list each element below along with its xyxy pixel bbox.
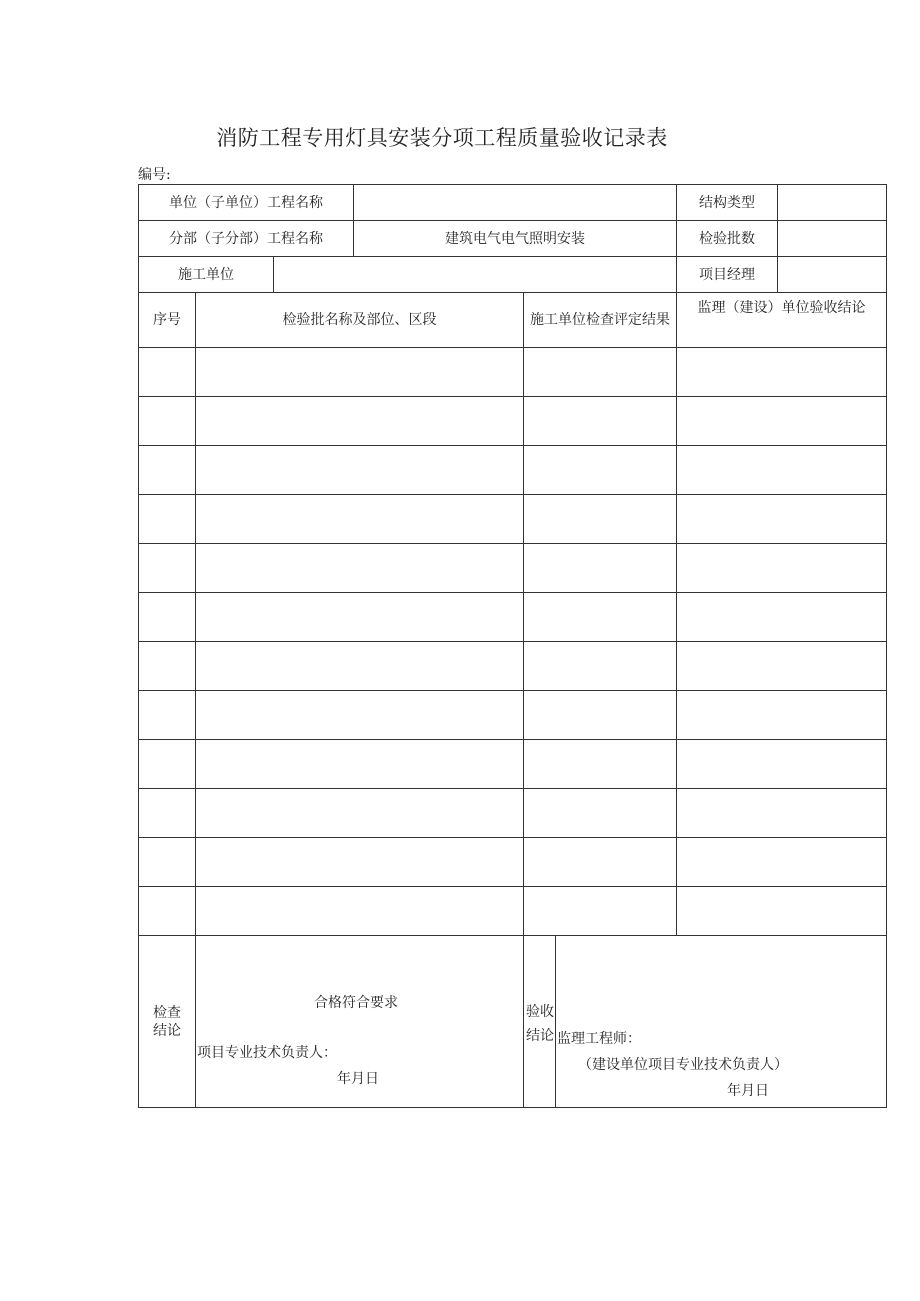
- col-header-supervisor-result: 监理（建设）单位验收结论: [677, 293, 887, 348]
- check-signer-label: 项目专业技术负责人：: [197, 1045, 337, 1061]
- table-row: [139, 740, 887, 789]
- row-batch-name-cell[interactable]: [196, 838, 524, 887]
- col-header-seq: 序号: [139, 293, 196, 348]
- row-supervisor-result-cell[interactable]: [677, 642, 887, 691]
- row-supervisor-result-cell[interactable]: [677, 593, 887, 642]
- row-supervisor-result-cell[interactable]: [677, 887, 887, 936]
- row-seq-cell[interactable]: [139, 593, 196, 642]
- row-contractor-result-cell[interactable]: [524, 495, 677, 544]
- table-row: [139, 495, 887, 544]
- row-supervisor-result-cell[interactable]: [677, 348, 887, 397]
- accept-signer-note: （建设单位项目专业技术负责人）: [578, 1057, 789, 1073]
- sub-project-value[interactable]: 建筑电气电气照明安装: [354, 221, 677, 257]
- row-seq-cell[interactable]: [139, 446, 196, 495]
- sub-project-label: 分部（子分部）工程名称: [139, 221, 354, 257]
- col-header-contractor-result: 施工单位检查评定结果: [524, 293, 677, 348]
- col-header-batch-name: 检验批名称及部位、区段: [196, 293, 524, 348]
- batch-count-label: 检验批数: [677, 221, 778, 257]
- check-date-text: 年月日: [337, 1071, 379, 1087]
- unit-project-value[interactable]: [354, 185, 677, 221]
- conclusion-row: [139, 936, 887, 1108]
- row-seq-cell[interactable]: [139, 642, 196, 691]
- row-contractor-result-cell[interactable]: [524, 789, 677, 838]
- row-contractor-result-cell[interactable]: [524, 838, 677, 887]
- contractor-label: 施工单位: [139, 257, 274, 293]
- table-row: [139, 348, 887, 397]
- row-batch-name-cell[interactable]: [196, 397, 524, 446]
- row-batch-name-cell[interactable]: [196, 495, 524, 544]
- row-contractor-result-cell[interactable]: [524, 397, 677, 446]
- row-batch-name-cell[interactable]: [196, 887, 524, 936]
- inspection-record-table: [138, 184, 887, 1108]
- check-conclusion-cell[interactable]: [196, 936, 524, 1108]
- row-supervisor-result-cell[interactable]: [677, 544, 887, 593]
- row-batch-name-cell[interactable]: [196, 789, 524, 838]
- accept-conclusion-label: [524, 936, 556, 1108]
- row-seq-cell[interactable]: [139, 348, 196, 397]
- row-seq-cell[interactable]: [139, 691, 196, 740]
- sub-project-row: [139, 221, 887, 257]
- row-supervisor-result-cell[interactable]: [677, 691, 887, 740]
- contractor-value[interactable]: [274, 257, 677, 293]
- accept-label-line1: 验收: [526, 1004, 555, 1020]
- row-batch-name-cell[interactable]: [196, 544, 524, 593]
- row-batch-name-cell[interactable]: [196, 691, 524, 740]
- table-row: [139, 544, 887, 593]
- row-supervisor-result-cell[interactable]: [677, 838, 887, 887]
- accept-signer-label: 监理工程师：: [557, 1031, 642, 1047]
- table-row: [139, 691, 887, 740]
- row-contractor-result-cell[interactable]: [524, 348, 677, 397]
- row-contractor-result-cell[interactable]: [524, 446, 677, 495]
- table-row: [139, 887, 887, 936]
- row-batch-name-cell[interactable]: [196, 642, 524, 691]
- project-manager-value[interactable]: [778, 257, 887, 293]
- accept-label-line2: 结论: [526, 1028, 555, 1044]
- table-row: [139, 446, 887, 495]
- row-supervisor-result-cell[interactable]: [677, 446, 887, 495]
- unit-project-row: [139, 185, 887, 221]
- unit-project-label: 单位（子单位）工程名称: [139, 185, 354, 221]
- table-row: [139, 642, 887, 691]
- row-contractor-result-cell[interactable]: [524, 887, 677, 936]
- batch-count-value[interactable]: [778, 221, 887, 257]
- check-label-line2: 结论: [153, 1022, 181, 1039]
- table-row: [139, 397, 887, 446]
- table-row: [139, 593, 887, 642]
- row-supervisor-result-cell[interactable]: [677, 495, 887, 544]
- row-seq-cell[interactable]: [139, 838, 196, 887]
- accept-conclusion-cell[interactable]: [556, 936, 887, 1108]
- check-conclusion-label: [139, 936, 196, 1108]
- table-row: [139, 838, 887, 887]
- row-contractor-result-cell[interactable]: [524, 642, 677, 691]
- row-supervisor-result-cell[interactable]: [677, 397, 887, 446]
- row-batch-name-cell[interactable]: [196, 740, 524, 789]
- structure-type-value[interactable]: [778, 185, 887, 221]
- serial-number-label: 编号:: [138, 167, 171, 183]
- form-title: 消防工程专用灯具安装分项工程质量验收记录表: [216, 126, 668, 150]
- row-seq-cell[interactable]: [139, 495, 196, 544]
- row-seq-cell[interactable]: [139, 740, 196, 789]
- table-row: [139, 789, 887, 838]
- check-result-text: 合格符合要求: [314, 995, 398, 1011]
- row-supervisor-result-cell[interactable]: [677, 789, 887, 838]
- project-manager-label: 项目经理: [677, 257, 778, 293]
- structure-type-label: 结构类型: [677, 185, 778, 221]
- column-header-row: [139, 293, 887, 348]
- row-batch-name-cell[interactable]: [196, 348, 524, 397]
- check-label-line1: 检查: [153, 1004, 181, 1021]
- row-batch-name-cell[interactable]: [196, 593, 524, 642]
- row-contractor-result-cell[interactable]: [524, 593, 677, 642]
- row-batch-name-cell[interactable]: [196, 446, 524, 495]
- row-contractor-result-cell[interactable]: [524, 691, 677, 740]
- row-seq-cell[interactable]: [139, 397, 196, 446]
- row-seq-cell[interactable]: [139, 544, 196, 593]
- row-contractor-result-cell[interactable]: [524, 740, 677, 789]
- contractor-row: [139, 257, 887, 293]
- row-contractor-result-cell[interactable]: [524, 544, 677, 593]
- row-seq-cell[interactable]: [139, 789, 196, 838]
- row-supervisor-result-cell[interactable]: [677, 740, 887, 789]
- row-seq-cell[interactable]: [139, 887, 196, 936]
- accept-date-text: 年月日: [727, 1083, 770, 1099]
